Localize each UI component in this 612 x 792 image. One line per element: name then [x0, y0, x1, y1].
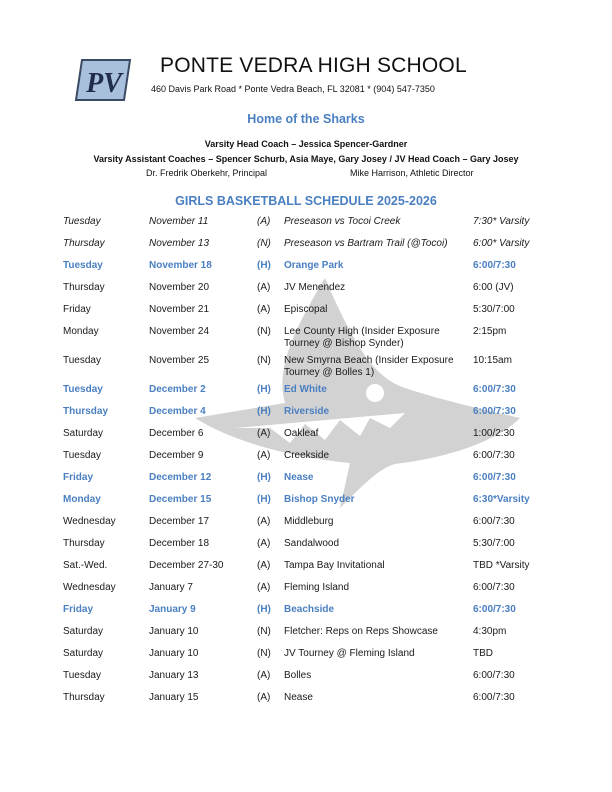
table-row [0, 450, 612, 470]
table-row [0, 282, 612, 302]
table-row [0, 494, 612, 514]
game-opponent: Nease [284, 692, 313, 703]
principal: Dr. Fredrik Oberkehr, Principal [146, 168, 268, 178]
game-opponent: Beachside [284, 604, 335, 615]
game-time: 6:00/7:30 [473, 670, 515, 681]
game-date: January 13 [149, 670, 199, 681]
game-time: 5:30/7:00 [473, 538, 515, 549]
game-location: (H) [257, 384, 271, 395]
table-row [0, 582, 612, 602]
game-opponent: Fletcher: Reps on Reps Showcase [284, 626, 438, 637]
table-row [0, 428, 612, 448]
game-date: December 6 [149, 428, 204, 439]
game-date: December 4 [149, 406, 206, 417]
game-day: Thursday [63, 282, 105, 293]
game-day: Sat.-Wed. [63, 560, 108, 571]
game-day: Friday [63, 304, 91, 315]
game-date: December 9 [149, 450, 204, 461]
game-date: November 21 [149, 304, 210, 315]
game-location: (N) [257, 355, 271, 366]
game-date: January 10 [149, 648, 199, 659]
schedule-title: GIRLS BASKETBALL SCHEDULE 2025-2026 [175, 194, 437, 208]
game-date: January 10 [149, 626, 199, 637]
game-opponent: Sandalwood [284, 538, 340, 549]
game-time: 2:15pm [473, 326, 507, 337]
game-opponent: Lee County High (Insider Exposure Tourney @ Bishop Synder) [284, 326, 440, 349]
game-time: TBD *Varsity [473, 560, 530, 571]
game-opponent: JV Menendez [284, 282, 346, 293]
game-day: Tuesday [63, 450, 101, 461]
game-opponent: Preseason vs Tocoi Creek [284, 216, 401, 227]
table-row [0, 238, 612, 258]
game-time: 6:00/7:30 [473, 604, 516, 615]
table-row [0, 304, 612, 324]
game-time: 4:30pm [473, 626, 507, 637]
table-row [0, 670, 612, 690]
game-location: (A) [257, 560, 271, 571]
game-opponent: Ed White [284, 384, 327, 395]
table-row [0, 604, 612, 624]
game-day: Thursday [63, 538, 105, 549]
game-day: Tuesday [63, 670, 101, 681]
game-day: Wednesday [63, 582, 116, 593]
game-time: 6:00/7:30 [473, 450, 515, 461]
game-day: Monday [63, 326, 99, 337]
game-location: (N) [257, 238, 271, 249]
game-day: Friday [63, 604, 94, 615]
game-time: 6:00/7:30 [473, 692, 515, 703]
game-location: (H) [257, 406, 271, 417]
game-day: Saturday [63, 648, 104, 659]
table-row [0, 326, 612, 349]
svg-text:PV: PV [86, 68, 122, 99]
game-time: 6:00 (JV) [473, 282, 514, 293]
game-day: Thursday [63, 692, 105, 703]
game-opponent: JV Tourney @ Fleming Island [284, 648, 415, 659]
game-location: (A) [257, 428, 271, 439]
game-opponent: Creekside [284, 450, 330, 461]
game-time: 1:00/2:30 [473, 428, 515, 439]
game-opponent: New Smyrna Beach (Insider Exposure Tourney @ Bolles 1) [284, 355, 454, 378]
game-day: Thursday [63, 406, 109, 417]
game-location: (A) [257, 216, 271, 227]
table-row [0, 472, 612, 492]
game-opponent: Bishop Snyder [284, 494, 355, 505]
table-row [0, 384, 612, 404]
game-location: (A) [257, 670, 271, 681]
game-location: (A) [257, 582, 271, 593]
game-date: January 7 [149, 582, 193, 593]
game-date: December 2 [149, 384, 206, 395]
assistant-coaches: Varsity Assistant Coaches – Spencer Schurb, Asia Maye, Gary Josey / JV Head Coach – Gary Josey [93, 154, 519, 164]
game-time: 6:00* Varsity [473, 238, 530, 249]
game-location: (N) [257, 626, 271, 637]
game-location: (N) [257, 326, 271, 337]
game-opponent: Preseason vs Bartram Trail (@Tocoi) [284, 238, 448, 249]
game-time: 6:00/7:30 [473, 472, 516, 483]
game-opponent: Episcopal [284, 304, 328, 315]
game-location: (A) [257, 538, 271, 549]
game-day: Tuesday [63, 355, 101, 366]
game-location: (H) [257, 260, 271, 271]
game-day: Thursday [63, 238, 105, 249]
game-day: Tuesday [63, 216, 101, 227]
game-location: (A) [257, 304, 271, 315]
game-day: Wednesday [63, 516, 116, 527]
game-opponent: Orange Park [284, 260, 344, 271]
table-row [0, 216, 612, 236]
game-location: (H) [257, 472, 271, 483]
game-time: 10:15am [473, 355, 512, 366]
game-day: Saturday [63, 626, 104, 637]
game-opponent: Fleming Island [284, 582, 350, 593]
game-location: (H) [257, 604, 271, 615]
game-opponent: Riverside [284, 406, 330, 417]
table-row [0, 406, 612, 426]
table-row [0, 538, 612, 558]
game-date: December 15 [149, 494, 212, 505]
game-opponent: Nease [284, 472, 314, 483]
table-row [0, 692, 612, 712]
game-opponent: Bolles [284, 670, 312, 681]
game-time: 7:30* Varsity [473, 216, 530, 227]
table-row [0, 626, 612, 646]
game-day: Saturday [63, 428, 104, 439]
table-row [0, 560, 612, 580]
game-date: November 11 [149, 216, 209, 227]
game-day: Friday [63, 472, 94, 483]
game-day: Monday [63, 494, 101, 505]
game-opponent: Oakleaf [284, 428, 319, 439]
game-location: (A) [257, 282, 271, 293]
game-date: December 18 [149, 538, 210, 549]
game-location: (A) [257, 692, 271, 703]
game-time: 6:00/7:30 [473, 384, 516, 395]
game-time: 6:00/7:30 [473, 406, 516, 417]
game-date: November 20 [149, 282, 210, 293]
game-time: 6:30*Varsity [473, 494, 530, 505]
game-location: (H) [257, 494, 271, 505]
game-date: November 13 [149, 238, 210, 249]
game-date: January 15 [149, 692, 199, 703]
head-coach: Varsity Head Coach – Jessica Spencer-Gardner [204, 139, 408, 149]
game-time: 6:00/7:30 [473, 516, 515, 527]
school-name: PONTE VEDRA HIGH SCHOOL [160, 54, 467, 77]
school-address: 460 Davis Park Road * Ponte Vedra Beach, FL 32081 * (904) 547-7350 [151, 84, 435, 94]
game-time: TBD [473, 648, 493, 659]
game-time: 5:30/7:00 [473, 304, 515, 315]
athletic-director: Mike Harrison, Athletic Director [350, 168, 474, 178]
game-opponent: Middleburg [284, 516, 334, 527]
game-location: (A) [257, 450, 271, 461]
table-row [0, 355, 612, 378]
table-row [0, 648, 612, 668]
pv-logo [74, 54, 138, 106]
table-row [0, 260, 612, 280]
tagline: Home of the Sharks [247, 112, 365, 126]
game-time: 6:00/7:30 [473, 582, 515, 593]
game-date: November 24 [149, 326, 210, 337]
game-date: December 27-30 [149, 560, 224, 571]
game-day: Tuesday [63, 384, 103, 395]
game-date: December 17 [149, 516, 210, 527]
game-location: (A) [257, 516, 271, 527]
game-date: November 25 [149, 355, 210, 366]
game-day: Tuesday [63, 260, 103, 271]
game-date: December 12 [149, 472, 212, 483]
game-location: (N) [257, 648, 271, 659]
game-opponent: Tampa Bay Invitational [284, 560, 385, 571]
game-time: 6:00/7:30 [473, 260, 516, 271]
game-date: January 9 [149, 604, 196, 615]
game-date: November 18 [149, 260, 212, 271]
table-row [0, 516, 612, 536]
